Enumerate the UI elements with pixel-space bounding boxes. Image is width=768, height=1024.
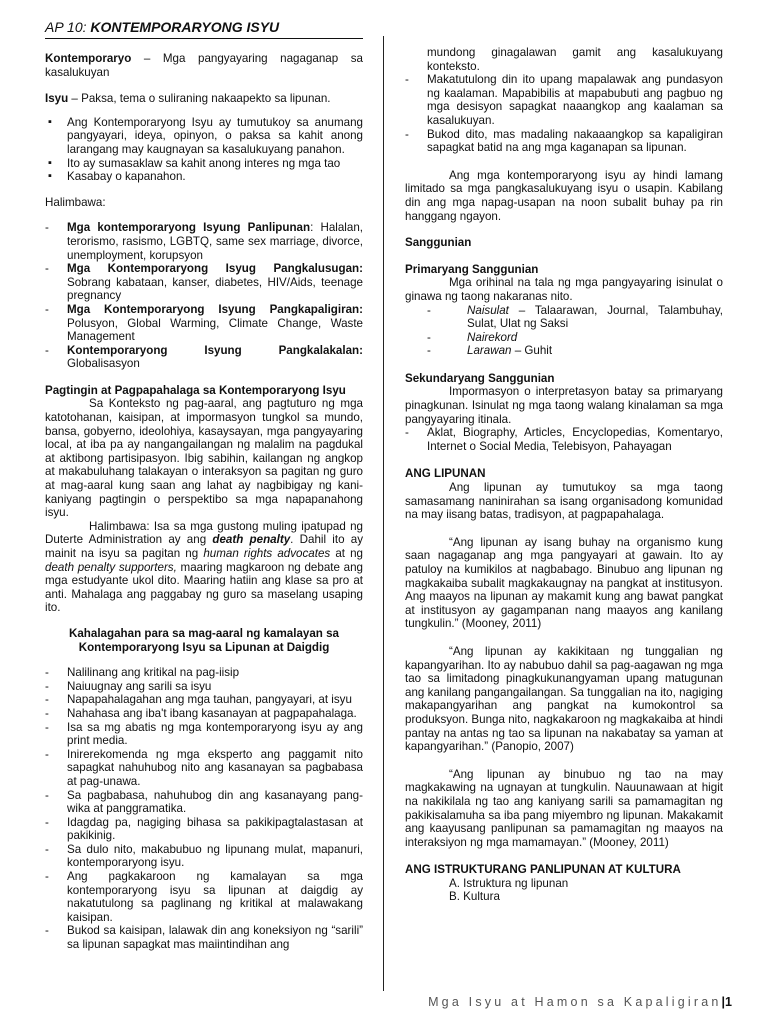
list-item: ▪ Ito ay sumasaklaw sa kahit anong interes ng mga tao (45, 157, 363, 171)
list-item: - Sa pagbabasa, nahuhubog din ang kasanayang pang-wika at panggramatika. (45, 789, 363, 816)
list-item: - Nahahasa ang iba't ibang kasanayan at pagpapahalaga. (45, 707, 363, 721)
section-heading-istruktura: ANG ISTRUKTURANG PANLIPUNAN AT KULTURA (405, 863, 681, 877)
list-item: - Ang pagkakaroon ng kamalayan sa mga kontemporaryong isyu sa lipunan at daigdig ay nakatutulong sa paglinang ng kritikal at malawakang kaisipan. (45, 870, 363, 924)
left-column (45, 52, 363, 952)
list-item: - Sa dulo nito, makabubuo ng lipunang mulat, mapanuri, kontemporaryong isyu. (45, 843, 363, 870)
subject-code: AP 10: (45, 19, 91, 35)
paragraph: Halimbawa: Isa sa mga gustong muling ipatupad ng Duterte Administration ay ang death penalty. Dahil ito ay mainit na isyu sa pagitan ng human rights advocates at ng death penalty supporters, maaring magkaroon ng debate ang mga estudyante ukol dito. Maaring hatiin ang klase sa pro at anti. Mahalaga ang paggabay ng guro sa maselang usaping ito. (45, 519, 364, 615)
list-item: - Isa sa mg abatis ng mga kontemporaryong isyu ay ang print media. (45, 721, 363, 748)
list-item: - Inirerekomenda ng mga eksperto ang paggamit nito sapagkat nahuhubog nito ang kasanayan sa pagbabasa at pag-unawa. (45, 748, 363, 789)
quote-mooney-1: “Ang lipunan ay isang buhay na organismo kung saan nagaganap ang mga pangyayari at gawain. Ito ay patuloy na kumikilos at nagbabago. Binubuo ang lipunan ng magkakaiba subalit magkakaugnay na pangkat at institusyon. Ang maayos na lipunan ay makamit kung ang bawat pangkat at institusyon ay gagampanan nang maayos ang kanilang tungkulin.” (Mooney, 2011) (405, 535, 723, 631)
list-item: - Mga Kontemporaryong Isyung Pangkapaligiran: Polusyon, Global Warming, Climate Change, Waste Management (45, 303, 363, 344)
list-item: - Mga Kontemporaryong Isyug Pangkalusugan: Sobrang kabataan, kanser, diabetes, HIV/Aids, teenage pregnancy (45, 262, 363, 303)
primary-sources-list (405, 304, 723, 358)
paragraph: Ang lipunan ay tumutukoy sa mga taong samasamang naninirahan sa isang organisadong komunidad na may iisang batas, tradisyon, at pagpapahalaga. (405, 481, 723, 522)
subheading-primaryang: Primaryang Sanggunian (405, 262, 539, 276)
subheading-sekundaryang: Sekundaryang Sanggunian (405, 371, 555, 385)
examples-list (45, 221, 363, 371)
page-header (45, 16, 363, 39)
halimbawa-label: Halimbawa: (45, 195, 106, 209)
list-item: - Naisulat – Talaarawan, Journal, Talambuhay, Sulat, Ulat ng Saksi (427, 304, 723, 331)
page-title: KONTEMPORARYONG ISYU (90, 19, 280, 35)
list-item: - Larawan – Guhit (427, 344, 723, 358)
list-item: B. Kultura (449, 890, 500, 904)
list-item: - Bukod dito, mas madaling nakaaangkop sa kapaligiran sapagkat batid na ang mga kaganapan sa lipunan. (405, 128, 723, 155)
paragraph: Impormasyon o interpretasyon batay sa primaryang pinagkunan. Isinulat ng mga taong walang kinalaman sa mga pangyayaring itinala. (405, 385, 723, 426)
definition-kontemporaryo: Kontemporaryo – Mga pangyayaring nagaganap sa kasalukuyan (45, 52, 363, 79)
footer-text: Mga Isyu at Hamon sa Kapaligiran (428, 995, 722, 1009)
list-item: - Aklat, Biography, Articles, Encyclopedias, Komentaryo, Internet o Social Media, Telebisyon, Pahayagan (405, 426, 723, 453)
paragraph: Mga orihinal na tala ng mga pangyayaring isinulat o ginawa ng taong nakaranas nito. (405, 276, 723, 303)
list-item: - Naiuugnay ang sarili sa isyu (45, 680, 363, 694)
list-item: - Nairekord (427, 331, 723, 345)
section-heading-pagtingin: Pagtingin at Pagpapahalaga sa Kontemporaryong Isyu (45, 383, 346, 397)
importance-list-continued (405, 46, 723, 155)
list-item: A. Istruktura ng lipunan (449, 876, 569, 890)
quote-mooney-2: “Ang lipunan ay binubuo ng tao na may magkakawing na ugnayan at tungkulin. Nauunawaan at higit na nakikilala ng tao ang kaniyang sarili sa pamamagitan ng pakikisalamuha sa iba pang miyembro ng lipunan. Makakamit ang kaayusang panlipunan sa pamamagitan ng maayos na interaksiyon ng mga mamamayan.” (Mooney, 2011) (405, 767, 723, 849)
page-number: 1 (725, 995, 732, 1009)
paragraph: Sa Konteksto ng pag-aaral, ang pagtuturo ng mga katotohanan, kaisipan, at impormasyon tungkol sa mundo, bansa, gobyerno, ideolohiya, kasaysayan, mga pangyayaring local, at iba pa ay nangangailangan ng malalim na pagdukal at aktibong partisipasyon. Ibig sabihin, kailangan ng angkop at makabuluhang talakayan o interaksyon sa pagitan ng guro at mag-aaral kung saan ang lahat ay nagbibigay ng kani-kaniyang pagtingin o perspektibo sa mga napapanahong isyu. (45, 397, 363, 520)
importance-list (45, 666, 363, 951)
list-item: - Idagdag pa, nagiging bihasa sa pakikipagtalastasan at pakikinig. (45, 816, 363, 843)
list-item: - Nalilinang ang kritikal na pag-iisip (45, 666, 363, 680)
list-item: - Bukod sa kaisipan, lalawak din ang koneksiyon ng “sarili” sa lipunan sapagkat mas maiintindihan ang (45, 924, 363, 951)
footer-separator: | (721, 995, 726, 1009)
list-item: - Makatutulong din ito upang mapalawak ang pundasyon ng kaalaman. Mapabibilis at mapabubuti ang pagbuo ng mga desisyon sapagkat naaangkop ang kaalaman sa kasalukuyan. (405, 73, 723, 127)
list-item: - Mga kontemporaryong Isyung Panlipunan: Halalan, terorismo, rasismo, LGBTQ, same sex marriage, divorce, unemployment, korupsyon (45, 221, 363, 262)
list-item: - Napapahalagahan ang mga tauhan, pangyayari, at isyu (45, 693, 363, 707)
list-item: ▪ Kasabay o kapanahon. (45, 170, 363, 184)
list-item: mundong ginagalawan gamit ang kasalukuyang konteksto. (427, 46, 723, 73)
section-heading-lipunan: ANG LIPUNAN (405, 467, 486, 481)
list-item: ▪ Ang Kontemporaryong Isyu ay tumutukoy sa anumang pangyayari, ideya, opinyon, o paksa sa kahit anong larangang may kaugnayan sa kasalukuyang panahon. (45, 116, 363, 157)
right-column (405, 46, 723, 904)
page-footer (392, 996, 732, 1014)
quote-panopio: “Ang lipunan ay kakikitaan ng tunggalian ng kapangyarihan. Ito ay nabubuo dahil sa pag-aagawan ng mga tao sa limitadong pinagkukunangyaman upang matugunan ang kanilang pangangailangan. Sa tunggalian na ito, nagiging makapangyarihan ang pangkat na kumokontrol sa produksyon. Bunga nito, nagkakaroon ng magkakaiba at hindi pantay na antas ng tao sa lipunan na nakabatay sa yaman at kapangyarihan.” (Panopio, 2007) (405, 644, 723, 754)
section-heading-sanggunian: Sanggunian (405, 236, 472, 250)
list-item: - Kontemporaryong Isyung Pangkalakalan: Globalisasyon (45, 344, 363, 371)
definition-isyu: Isyu – Paksa, tema o suliraning nakaapekto sa lipunan. (45, 92, 331, 106)
definition-bullets (45, 116, 363, 184)
section-heading-kahalagahan: Kahalagahan para sa mag-aaral ng kamalayan sa Kontemporaryong Isyu sa Lipunan at Daigdig (68, 626, 339, 654)
paragraph: Ang mga kontemporaryong isyu ay hindi lamang limitado sa mga pangkasalukuyang isyu o usapin. Kabilang din ang mga napag-usapan na noon subalit buhay pa rin hanggang ngayon. (405, 168, 723, 223)
column-divider (383, 36, 384, 991)
secondary-sources-list (405, 426, 723, 453)
